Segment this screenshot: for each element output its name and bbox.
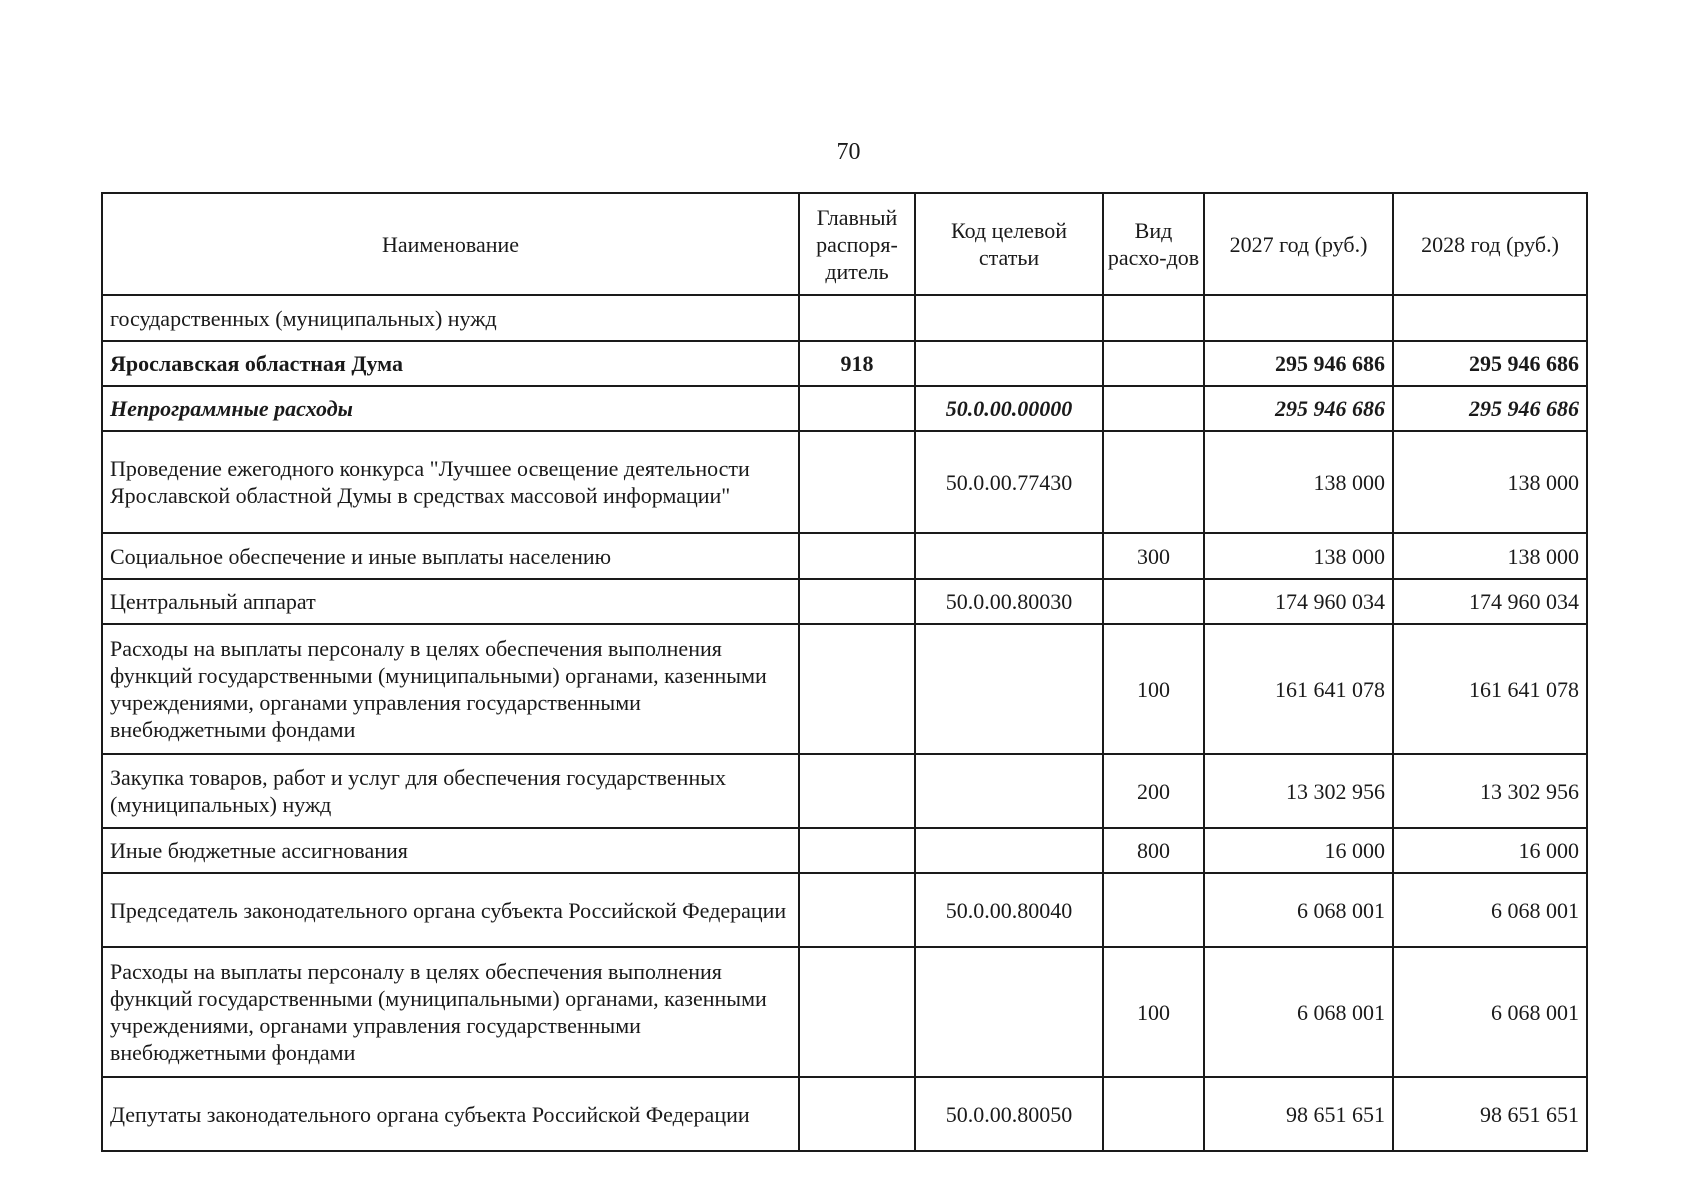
row-name: Расходы на выплаты персоналу в целях обеспечения выполнения функций государственными (муниципальными) органами, казенными учреждениями, органами управления государственными внебюджетными фондами: [102, 947, 799, 1077]
table-row: [102, 1077, 1587, 1151]
row-code: [915, 828, 1103, 873]
table-row: [102, 533, 1587, 579]
table-row: [102, 341, 1587, 386]
row-code: 50.0.00.80050: [915, 1077, 1103, 1151]
row-code: [915, 754, 1103, 828]
row-2028: 13 302 956: [1393, 754, 1587, 828]
row-name: Социальное обеспечение и иные выплаты населению: [102, 533, 799, 579]
row-2027: 161 641 078: [1204, 624, 1393, 754]
row-name: Председатель законодательного органа субъекта Российской Федерации: [102, 873, 799, 947]
row-2028: 295 946 686: [1393, 341, 1587, 386]
table-row: [102, 947, 1587, 1077]
row-manager: 918: [799, 341, 915, 386]
row-type: 800: [1103, 828, 1204, 873]
row-2028: 174 960 034: [1393, 579, 1587, 624]
row-name: Закупка товаров, работ и услуг для обеспечения государственных (муниципальных) нужд: [102, 754, 799, 828]
row-type: [1103, 295, 1204, 341]
table-row: [102, 873, 1587, 947]
row-manager: [799, 624, 915, 754]
row-code: 50.0.00.77430: [915, 431, 1103, 533]
row-code: [915, 341, 1103, 386]
row-name: государственных (муниципальных) нужд: [102, 295, 799, 341]
row-name: Непрограммные расходы: [102, 386, 799, 431]
row-code: [915, 624, 1103, 754]
row-manager: [799, 533, 915, 579]
row-code: 50.0.00.80030: [915, 579, 1103, 624]
row-type: [1103, 386, 1204, 431]
row-2027: 138 000: [1204, 533, 1393, 579]
row-2027: 16 000: [1204, 828, 1393, 873]
row-type: [1103, 1077, 1204, 1151]
row-type: 100: [1103, 947, 1204, 1077]
row-2027: 6 068 001: [1204, 947, 1393, 1077]
header-code: Код целевой статьи: [915, 193, 1103, 295]
row-2028: 6 068 001: [1393, 873, 1587, 947]
row-code: [915, 295, 1103, 341]
row-code: 50.0.00.80040: [915, 873, 1103, 947]
row-code: [915, 947, 1103, 1077]
table-row: [102, 431, 1587, 533]
row-manager: [799, 431, 915, 533]
row-2028: 161 641 078: [1393, 624, 1587, 754]
row-type: [1103, 579, 1204, 624]
row-manager: [799, 828, 915, 873]
row-manager: [799, 295, 915, 341]
row-type: [1103, 431, 1204, 533]
header-row: [102, 193, 1587, 295]
row-name: Расходы на выплаты персоналу в целях обеспечения выполнения функций государственными (муниципальными) органами, казенными учреждениями, органами управления государственными внебюджетными фондами: [102, 624, 799, 754]
row-type: 300: [1103, 533, 1204, 579]
row-name: Ярославская областная Дума: [102, 341, 799, 386]
table-row: [102, 386, 1587, 431]
header-name: Наименование: [102, 193, 799, 295]
row-2027: 138 000: [1204, 431, 1393, 533]
row-2028: 138 000: [1393, 533, 1587, 579]
row-manager: [799, 1077, 915, 1151]
row-type: [1103, 873, 1204, 947]
row-2027: 295 946 686: [1204, 386, 1393, 431]
row-name: Центральный аппарат: [102, 579, 799, 624]
row-code: 50.0.00.00000: [915, 386, 1103, 431]
row-manager: [799, 754, 915, 828]
row-manager: [799, 579, 915, 624]
row-name: Проведение ежегодного конкурса "Лучшее освещение деятельности Ярославской областной Думы в средствах массовой информации": [102, 431, 799, 533]
budget-table: [101, 192, 1588, 1152]
row-2028: 16 000: [1393, 828, 1587, 873]
row-2028: 138 000: [1393, 431, 1587, 533]
header-2028: 2028 год (руб.): [1393, 193, 1587, 295]
row-2028: 98 651 651: [1393, 1077, 1587, 1151]
table-row: [102, 754, 1587, 828]
table-row: [102, 295, 1587, 341]
row-2028: 295 946 686: [1393, 386, 1587, 431]
row-2027: 13 302 956: [1204, 754, 1393, 828]
row-name: Иные бюджетные ассигнования: [102, 828, 799, 873]
table-row: [102, 828, 1587, 873]
row-type: 200: [1103, 754, 1204, 828]
row-manager: [799, 386, 915, 431]
row-manager: [799, 947, 915, 1077]
row-2027: 6 068 001: [1204, 873, 1393, 947]
row-2028: [1393, 295, 1587, 341]
row-type: 100: [1103, 624, 1204, 754]
row-type: [1103, 341, 1204, 386]
row-name: Депутаты законодательного органа субъекта Российской Федерации: [102, 1077, 799, 1151]
page-number: 70: [836, 139, 861, 165]
header-2027: 2027 год (руб.): [1204, 193, 1393, 295]
row-code: [915, 533, 1103, 579]
header-type: Вид расхо-дов: [1103, 193, 1204, 295]
row-2027: [1204, 295, 1393, 341]
row-manager: [799, 873, 915, 947]
row-2027: 98 651 651: [1204, 1077, 1393, 1151]
row-2027: 295 946 686: [1204, 341, 1393, 386]
row-2027: 174 960 034: [1204, 579, 1393, 624]
table-row: [102, 624, 1587, 754]
table-row: [102, 579, 1587, 624]
header-manager: Главный распоря-дитель: [799, 193, 915, 295]
row-2028: 6 068 001: [1393, 947, 1587, 1077]
